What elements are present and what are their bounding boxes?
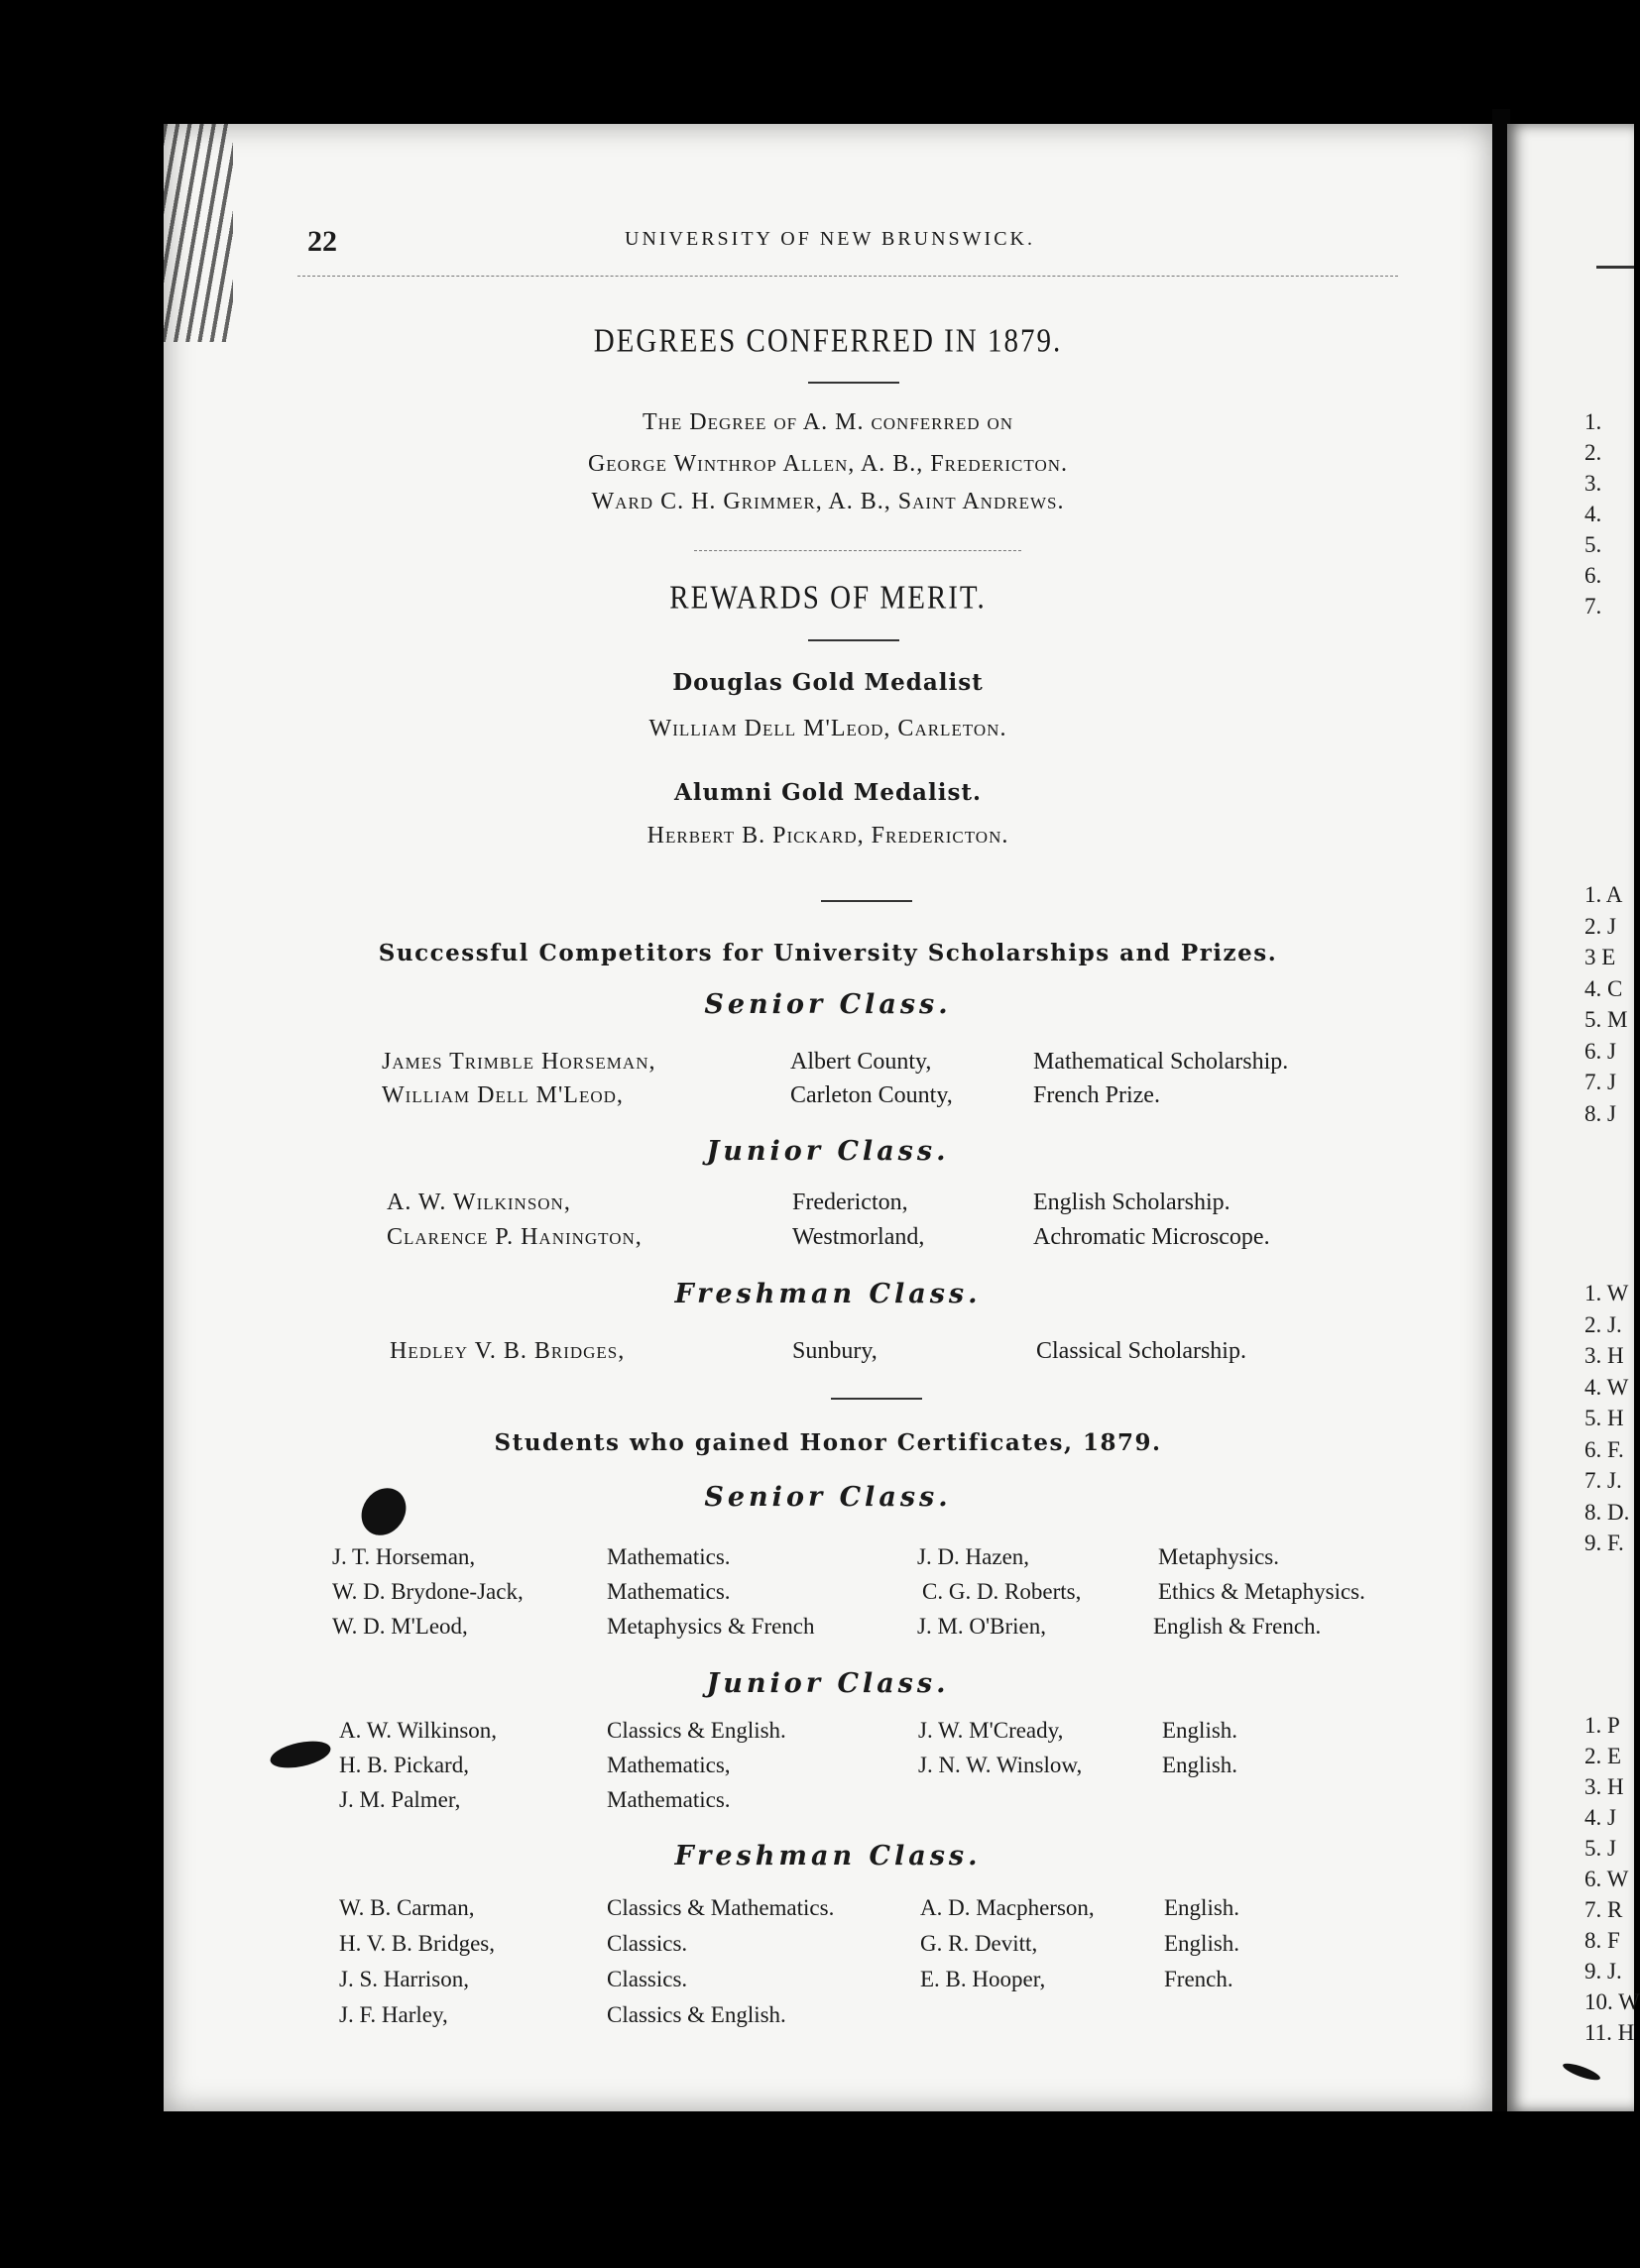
competitor-name: Clarence P. Hanington, [387, 1224, 643, 1250]
header-rule [297, 276, 1398, 277]
honor-subject: Classics & English. [607, 1718, 786, 1743]
facing-list-item: 11. H [1584, 2020, 1635, 2045]
facing-list-item: 6. [1584, 563, 1602, 588]
competitor-award: English Scholarship. [1033, 1190, 1230, 1215]
alumni-medal-winner: Herbert B. Pickard, Fredericton. [646, 823, 1009, 849]
honors-heading: Students who gained Honor Certificates, 1879. [494, 1429, 1162, 1456]
facing-list-item: 5. J [1584, 1836, 1616, 1861]
facing-list-item: 5. [1584, 532, 1602, 557]
honor-subject: English & French. [1153, 1614, 1322, 1639]
honor-student: J. F. Harley, [339, 2002, 448, 2027]
degree-recipient-2: Ward C. H. Grimmer, A. B., Saint Andrews. [591, 489, 1065, 514]
competitor-county: Sunbury, [792, 1338, 878, 1364]
scan-border-bottom [0, 2111, 1634, 2268]
honor-student: H. V. B. Bridges, [339, 1931, 495, 1956]
facing-list-item: 2. J. [1584, 1311, 1622, 1337]
degree-recipient-1: George Winthrop Allen, A. B., Fredericton. [587, 451, 1069, 477]
scholarship-junior-heading: Junior Class. [706, 1136, 950, 1167]
honor-subject: French. [1164, 1967, 1233, 1991]
honors-freshman-heading: Freshman Class. [674, 1841, 982, 1871]
facing-list-item: 10. W [1584, 1989, 1640, 2014]
facing-list-item: 4. W [1584, 1374, 1629, 1400]
facing-list-item: 7. R [1584, 1897, 1623, 1922]
divider [808, 382, 899, 384]
facing-list-item: 7. J [1584, 1070, 1616, 1094]
honor-subject: Metaphysics & French [607, 1614, 815, 1639]
honor-subject: Ethics & Metaphysics. [1158, 1579, 1365, 1604]
facing-header-rule [1596, 266, 1634, 269]
douglas-medal-heading: Douglas Gold Medalist [672, 669, 984, 696]
facing-list-item: 9. J. [1584, 1959, 1622, 1984]
facing-list-item: 8. J [1584, 1100, 1616, 1126]
honor-student: J. M. O'Brien, [917, 1614, 1047, 1639]
honor-subject: English. [1164, 1931, 1240, 1956]
facing-list-item: 4. [1584, 502, 1602, 526]
honor-student: W. B. Carman, [339, 1895, 475, 1920]
facing-list-item: 1. W [1584, 1281, 1629, 1305]
honor-student: W. D. M'Leod, [332, 1614, 468, 1639]
honor-student: H. B. Pickard, [339, 1753, 469, 1777]
honor-subject: Classics & Mathematics. [607, 1895, 835, 1920]
honor-subject: Classics & English. [607, 2002, 786, 2027]
facing-list-item: 2. [1584, 440, 1602, 465]
honor-student: J. T. Horseman, [332, 1544, 476, 1569]
honor-student: J. N. W. Winslow, [918, 1753, 1083, 1777]
facing-list-item: 3 E [1584, 945, 1616, 969]
honor-subject: Mathematics. [607, 1579, 731, 1604]
divider [808, 639, 899, 641]
honor-subject: English. [1162, 1753, 1238, 1777]
honors-senior-heading: Senior Class. [704, 1482, 952, 1513]
scholarships-heading: Successful Competitors for University Scholarships and Prizes. [378, 940, 1278, 966]
honor-subject: English. [1164, 1895, 1240, 1920]
facing-list-item: 4. J [1584, 1805, 1616, 1830]
facing-list-item: 1. [1584, 409, 1602, 434]
facing-list-item: 3. [1584, 471, 1602, 496]
page-number: 22 [307, 225, 337, 258]
facing-list-item: 6. J [1584, 1038, 1616, 1064]
facing-list-item: 5. M [1584, 1007, 1628, 1032]
competitor-award: Classical Scholarship. [1036, 1338, 1246, 1364]
honor-subject: English. [1162, 1718, 1238, 1743]
honor-subject: Mathematics, [607, 1753, 731, 1777]
running-title: UNIVERSITY OF NEW BRUNSWICK. [625, 228, 1035, 250]
honor-subject: Classics. [607, 1931, 688, 1956]
honor-student: E. B. Hooper, [920, 1967, 1046, 1991]
scholarship-senior-heading: Senior Class. [704, 989, 952, 1020]
competitor-county: Westmorland, [792, 1224, 925, 1250]
douglas-medal-winner: William Dell M'Leod, Carleton. [648, 716, 1007, 741]
alumni-medal-heading: Alumni Gold Medalist. [673, 779, 983, 806]
competitor-name: A. W. Wilkinson, [387, 1190, 571, 1215]
competitor-award: French Prize. [1033, 1082, 1160, 1108]
honor-student: J. W. M'Cready, [918, 1718, 1064, 1743]
competitor-name: James Trimble Horseman, [382, 1049, 656, 1075]
competitor-award: Achromatic Microscope. [1033, 1224, 1270, 1250]
divider [831, 1398, 922, 1400]
honor-subject: Metaphysics. [1158, 1544, 1280, 1569]
competitor-county: Fredericton, [792, 1190, 908, 1215]
honor-student: G. R. Devitt, [920, 1931, 1038, 1956]
page-edge-shadow [164, 124, 233, 342]
honors-junior-heading: Junior Class. [706, 1668, 950, 1699]
facing-list-item: 1. P [1584, 1713, 1620, 1738]
facing-list-item: 3. H [1584, 1343, 1624, 1368]
honor-student: A. W. Wilkinson, [339, 1718, 498, 1743]
facing-list-item: 1. A [1584, 882, 1623, 907]
facing-list-item: 7. [1584, 594, 1602, 619]
rewards-title: REWARDS OF MERIT. [669, 579, 987, 617]
honor-student: A. D. Macpherson, [920, 1895, 1095, 1920]
honor-student: C. G. D. Roberts, [922, 1579, 1082, 1604]
facing-list-item: 7. J. [1584, 1468, 1622, 1493]
facing-list-item: 9. F. [1584, 1531, 1624, 1555]
facing-list-item: 2. J [1584, 913, 1616, 939]
scan-border-top [0, 0, 1634, 119]
honor-student: J. S. Harrison, [339, 1967, 469, 1991]
facing-list-item: 4. C [1584, 975, 1623, 1001]
divider [694, 550, 1021, 551]
divider [821, 900, 912, 902]
honor-subject: Classics. [607, 1967, 688, 1991]
facing-list-item: 3. H [1584, 1774, 1624, 1799]
honor-student: W. D. Brydone-Jack, [332, 1579, 524, 1604]
facing-list-item: 6. W [1584, 1867, 1629, 1891]
competitor-name: Hedley V. B. Bridges, [390, 1338, 626, 1364]
honor-student: J. D. Hazen, [917, 1544, 1030, 1569]
competitor-county: Carleton County, [790, 1082, 953, 1108]
facing-list-item: 5. H [1584, 1406, 1624, 1430]
facing-list-item: 2. E [1584, 1744, 1622, 1768]
scholarship-freshman-heading: Freshman Class. [674, 1279, 982, 1309]
degrees-title: DEGREES CONFERRED IN 1879. [593, 322, 1063, 360]
competitor-county: Albert County, [790, 1049, 932, 1075]
honor-subject: Mathematics. [607, 1544, 731, 1569]
honor-student: J. M. Palmer, [339, 1787, 461, 1812]
facing-list-item: 6. F. [1584, 1436, 1624, 1462]
facing-list-item: 8. F [1584, 1928, 1620, 1953]
facing-list-item: 8. D. [1584, 1499, 1630, 1525]
competitor-name: William Dell M'Leod, [382, 1082, 624, 1108]
degree-intro: The Degree of A. M. conferred on [642, 409, 1014, 435]
honor-subject: Mathematics. [607, 1787, 731, 1812]
competitor-award: Mathematical Scholarship. [1033, 1049, 1289, 1075]
